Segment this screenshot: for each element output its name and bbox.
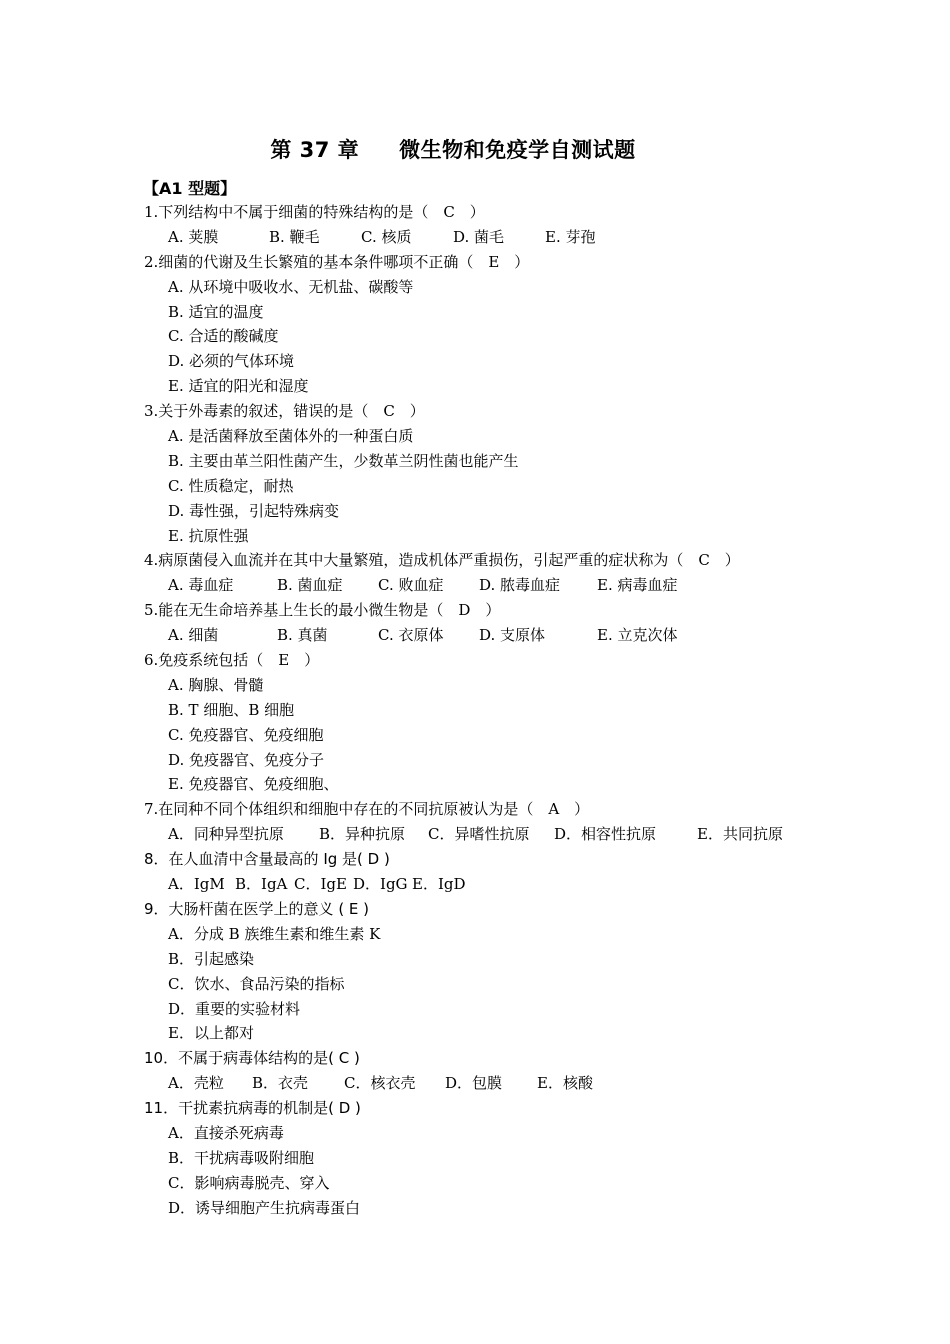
options-row [0,225,950,250]
option-item: E. 立克次体 [597,626,678,645]
option-item: A. 毒血症 [168,576,234,595]
option-item: C. 合适的酸碱度 [168,327,279,346]
option-item: B．衣壳 [252,1074,309,1093]
option-item: D. 菌毛 [453,227,505,246]
question-text: 9．大肠杆菌在医学上的意义 ( E ) [144,899,370,918]
option-item: A. 细菌 [168,626,219,645]
options-row [0,822,950,847]
option-item: E．核酸 [537,1074,593,1093]
option-item: A．同种异型抗原 [168,825,284,844]
question-text: 8．在人血清中含量最高的 Ig 是( D ) [144,850,390,869]
option-item: D．相容性抗原 [554,825,657,844]
option-item: D．IgG [353,875,408,894]
option-item: E．以上都对 [168,1024,254,1043]
option-item: A．壳粒 [168,1074,224,1093]
options-row [0,872,950,897]
option-item: A. 从环境中吸收水、无机盐、碳酸等 [168,277,414,296]
options-row [0,1071,950,1096]
option-item: C. 衣原体 [378,626,444,645]
option-item: A. 荚膜 [168,227,219,246]
option-item: C．IgE [294,875,347,894]
option-item: D. 免疫器官、免疫分子 [168,750,325,769]
option-item: A．IgM [168,875,225,894]
option-item: E. 免疫器官、免疫细胞、 [168,775,339,794]
option-item: B．IgA [235,875,288,894]
question-text: 3.关于外毒素的叙述，错误的是（ C ） [144,402,425,421]
option-item: B．异种抗原 [319,825,406,844]
option-item: E．共同抗原 [697,825,783,844]
options-row [0,623,950,648]
question-text: 6.免疫系统包括（ E ） [144,651,320,670]
option-item: D. 脓毒血症 [479,576,561,595]
option-item: A．分成 B 族维生素和维生素 K [168,924,381,943]
option-item: E．IgD [412,875,466,894]
option-item: B. T 细胞、B 细胞 [168,700,295,719]
question-text: 2.细菌的代谢及生长繁殖的基本条件哪项不正确（ E ） [144,252,530,271]
option-item: C．饮水、食品污染的指标 [168,974,345,993]
option-item: B．干扰病毒吸附细胞 [168,1148,315,1167]
option-item: C．异嗜性抗原 [428,825,530,844]
chapter-number: 第 37 章 [270,138,360,162]
option-item: D. 必须的气体环境 [168,352,295,371]
question-text: 1.下列结构中不属于细菌的特殊结构的是（ C ） [144,203,485,221]
option-item: E. 适宜的阳光和湿度 [168,377,309,396]
option-item: A. 胸腺、骨髓 [168,675,264,694]
question-text: 10．不属于病毒体结构的是( C ) [144,1049,360,1068]
option-item: B. 鞭毛 [269,227,320,246]
option-item: C. 免疫器官、免疫细胞 [168,725,324,744]
option-item: C．影响病毒脱壳、穿入 [168,1173,330,1192]
question-text: 11．干扰素抗病毒的机制是( D ) [144,1099,361,1118]
option-item: D．包膜 [445,1074,503,1093]
option-item: A．直接杀死病毒 [168,1123,284,1142]
question-text: 7.在同种不同个体组织和细胞中存在的不同抗原被认为是（ A ） [144,800,590,819]
option-item: E. 芽孢 [545,227,596,246]
option-item: B. 真菌 [277,626,328,645]
option-item: C. 性质稳定，耐热 [168,476,294,495]
option-item: D．重要的实验材料 [168,999,301,1018]
question-list [0,200,950,1221]
section-heading: 【A1 型题】 [143,179,237,198]
option-item: C. 核质 [361,227,412,246]
option-item: D. 支原体 [479,626,546,645]
options-row [0,573,950,598]
option-item: C. 败血症 [378,576,444,595]
page-title [0,134,906,164]
option-item: E. 病毒血症 [597,576,678,595]
chapter-subject: 微生物和免疫学自测试题 [399,138,636,162]
option-item: B．引起感染 [168,949,255,968]
question-text: 4.病原菌侵入血流并在其中大量繁殖，造成机体严重损伤，引起严重的症状称为（ C ） [144,551,740,570]
option-item: B. 菌血症 [277,576,343,595]
option-item: C．核衣壳 [344,1074,416,1093]
option-item: B. 主要由革兰阳性菌产生，少数革兰阴性菌也能产生 [168,451,519,470]
option-item: D. 毒性强，引起特殊病变 [168,501,340,520]
question-text: 5.能在无生命培养基上生长的最小微生物是（ D ） [144,601,501,620]
option-item: E. 抗原性强 [168,526,249,545]
option-item: D．诱导细胞产生抗病毒蛋白 [168,1198,361,1217]
option-item: A. 是活菌释放至菌体外的一种蛋白质 [168,427,414,446]
option-item: B. 适宜的温度 [168,302,264,321]
